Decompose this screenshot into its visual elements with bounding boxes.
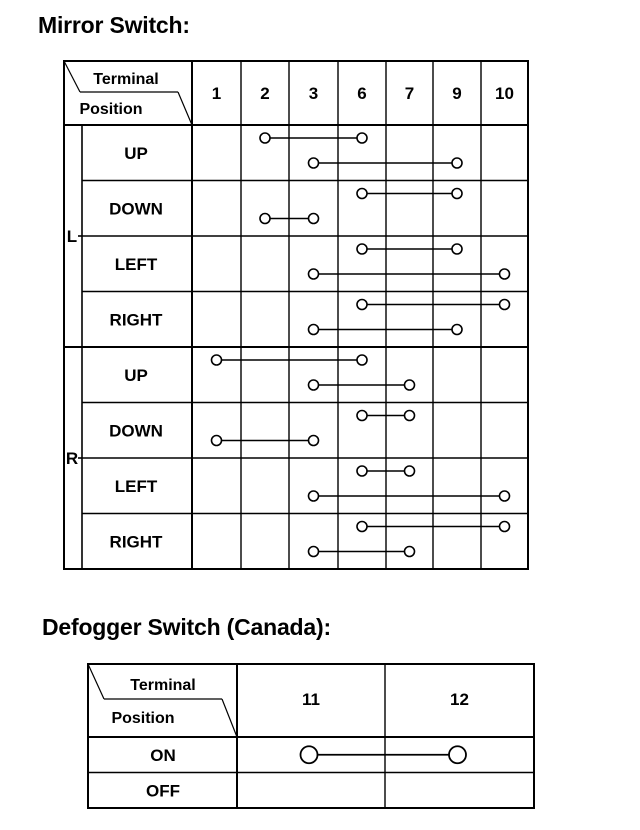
terminal-number: 3 (308, 84, 319, 103)
position-label: OFF (146, 781, 180, 801)
terminal-circle (212, 355, 222, 365)
terminal-number: 1 (211, 84, 222, 103)
group-label: R (65, 449, 79, 468)
terminal-circle (260, 214, 270, 224)
terminal-circle (309, 547, 319, 557)
terminal-circle (309, 214, 319, 224)
terminal-circle (449, 746, 466, 763)
terminal-circle (452, 158, 462, 168)
terminal-circle (405, 466, 415, 476)
terminal-circle (405, 380, 415, 390)
terminal-number: 6 (357, 84, 367, 103)
terminal-number: 11 (302, 690, 320, 709)
terminal-circle (309, 491, 319, 501)
header-position-label: Position (79, 101, 143, 118)
terminal-number: 7 (404, 84, 415, 103)
terminal-number: 9 (452, 84, 462, 103)
group-label: L (66, 227, 78, 246)
header-diagonal (64, 61, 80, 92)
position-label: UP (124, 365, 148, 385)
terminal-circle (212, 436, 222, 446)
terminal-circle (452, 244, 462, 254)
header-diagonal (88, 664, 104, 699)
terminal-circle (357, 466, 367, 476)
terminal-circle (500, 269, 510, 279)
header-position-label: Position (111, 710, 175, 727)
terminal-circle (260, 133, 270, 143)
terminal-circle (357, 189, 367, 199)
terminal-circle (357, 411, 367, 421)
terminal-circle (500, 491, 510, 501)
terminal-circle (357, 522, 367, 532)
defogger-switch-title: Defogger Switch (Canada): (42, 614, 331, 640)
mirror-switch-table (64, 61, 528, 569)
terminal-number: 10 (495, 84, 514, 103)
terminal-circle (309, 380, 319, 390)
position-label: RIGHT (109, 532, 163, 552)
terminal-circle (309, 158, 319, 168)
header-diagonal (178, 92, 192, 125)
position-label: UP (124, 143, 148, 163)
header-terminal-label: Terminal (93, 71, 159, 88)
position-label: LEFT (114, 254, 158, 274)
terminal-circle (452, 189, 462, 199)
position-label: DOWN (109, 421, 163, 441)
terminal-circle (500, 300, 510, 310)
terminal-circle (309, 436, 319, 446)
terminal-circle (301, 746, 318, 763)
terminal-number: 12 (450, 690, 469, 709)
terminal-circle (500, 522, 510, 532)
position-label: DOWN (109, 199, 163, 219)
terminal-circle (357, 355, 367, 365)
terminal-number: 2 (260, 84, 270, 103)
terminal-circle (452, 325, 462, 335)
position-label: RIGHT (109, 310, 163, 330)
position-label: LEFT (114, 476, 158, 496)
terminal-circle (357, 133, 367, 143)
header-diagonal (222, 699, 237, 737)
header-terminal-label: Terminal (130, 677, 196, 694)
terminal-circle (405, 411, 415, 421)
mirror-switch-title: Mirror Switch: (38, 12, 190, 38)
terminal-circle (405, 547, 415, 557)
position-label: ON (150, 745, 176, 765)
defogger-switch-table (88, 664, 534, 808)
terminal-circle (309, 325, 319, 335)
terminal-circle (357, 300, 367, 310)
terminal-circle (357, 244, 367, 254)
terminal-circle (309, 269, 319, 279)
